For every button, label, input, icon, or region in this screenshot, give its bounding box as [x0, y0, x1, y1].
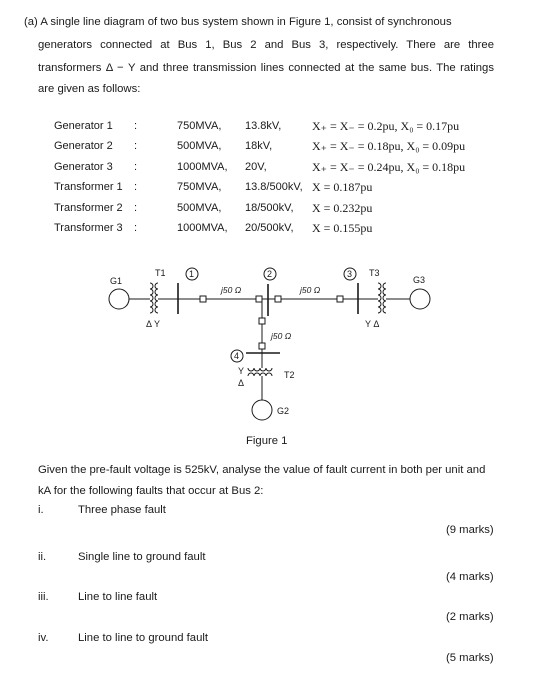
- transformer-t3-secondary: [383, 283, 386, 313]
- part-text: Line to line fault: [78, 591, 158, 603]
- t3-label: T3: [369, 268, 380, 278]
- rating-colon: :: [134, 161, 138, 173]
- rating-name: Transformer 2: [54, 202, 123, 214]
- question-line-2: kA for the following faults that occur at Bus 2:: [38, 485, 264, 497]
- figure-caption: Figure 1: [246, 435, 288, 447]
- transformer-t2-primary: [248, 368, 272, 371]
- rating-kv: 20V,: [245, 161, 267, 173]
- breaker: [275, 296, 281, 302]
- rating-colon: :: [134, 202, 138, 214]
- rating-params: X₊ = X₋ = 0.2pu, X₀ = 0.17pu: [312, 119, 460, 133]
- t1-label: T1: [155, 268, 166, 278]
- bus-3-number: 3: [347, 269, 353, 279]
- part-number: ii.: [38, 551, 47, 563]
- rating-mva: 1000MVA,: [177, 222, 228, 234]
- rating-name: Generator 2: [54, 140, 113, 152]
- part-marks: (2 marks): [446, 611, 494, 623]
- rating-mva: 1000MVA,: [177, 161, 228, 173]
- part-text: Line to line to ground fault: [78, 632, 209, 644]
- part-text: Three phase fault: [78, 504, 166, 516]
- intro-line-4: are given as follows:: [38, 83, 141, 95]
- rating-mva: 750MVA,: [177, 181, 222, 193]
- line-2-4-impedance: j50 Ω: [271, 331, 292, 341]
- rating-params: X = 0.155pu: [312, 221, 373, 235]
- generator-g1-symbol: [109, 289, 129, 309]
- rating-name: Generator 3: [54, 161, 113, 173]
- g2-label: G2: [277, 406, 290, 416]
- generator-g3-symbol: [410, 289, 430, 309]
- bus-2-number: 2: [267, 269, 273, 279]
- part-number: iv.: [38, 632, 49, 644]
- rating-kv: 20/500kV,: [245, 222, 294, 234]
- g1-label: G1: [110, 276, 123, 286]
- rating-colon: :: [134, 120, 138, 132]
- rating-kv: 18kV,: [245, 140, 273, 152]
- rating-kv: 13.8/500kV,: [245, 181, 303, 193]
- rating-name: Transformer 1: [54, 181, 123, 193]
- rating-params: X₊ = X₋ = 0.18pu, X₀ = 0.09pu: [312, 139, 466, 153]
- transformer-t1-primary: [150, 283, 153, 313]
- intro-line-2: generators connected at Bus 1, Bus 2 and Bus 3, respectively. There are three: [38, 39, 494, 51]
- line-1-2-impedance: j50 Ω: [221, 285, 242, 295]
- intro-line-1: (a) A single line diagram of two bus system shown in Figure 1, consist of synchronous: [24, 16, 452, 28]
- rating-params: X₊ = X₋ = 0.24pu, X₀ = 0.18pu: [312, 160, 466, 174]
- rating-name: Transformer 3: [54, 222, 123, 234]
- generator-g2-symbol: [252, 400, 272, 420]
- t1-connection: Δ Y: [146, 319, 161, 329]
- rating-name: Generator 1: [54, 120, 113, 132]
- rating-mva: 750MVA,: [177, 120, 222, 132]
- bus-1-number: 1: [189, 269, 195, 279]
- intro-line-3: transformers Δ − Y and three transmission lines connected at the same bus. The ratings: [38, 62, 494, 74]
- question-line-1: Given the pre-fault voltage is 525kV, analyse the value of fault current in both per unit and: [38, 464, 486, 476]
- part-marks: (4 marks): [446, 571, 494, 583]
- transformer-t2-secondary: [248, 373, 272, 376]
- rating-mva: 500MVA,: [177, 202, 222, 214]
- part-number: iii.: [38, 591, 49, 603]
- part-marks: (5 marks): [446, 652, 494, 664]
- transformer-t1-secondary: [155, 283, 158, 313]
- t2-label: T2: [284, 370, 295, 380]
- rating-colon: :: [134, 222, 138, 234]
- t2-delta: Δ: [238, 378, 245, 388]
- transformer-t3-primary: [378, 283, 381, 313]
- breaker: [259, 343, 265, 349]
- breaker: [256, 296, 262, 302]
- rating-colon: :: [134, 181, 138, 193]
- rating-colon: :: [134, 140, 138, 152]
- g3-label: G3: [413, 275, 426, 285]
- breaker: [337, 296, 343, 302]
- part-text: Single line to ground fault: [78, 551, 206, 563]
- breaker: [200, 296, 206, 302]
- rating-params: X = 0.232pu: [312, 201, 373, 215]
- rating-kv: 13.8kV,: [245, 120, 282, 132]
- part-number: i.: [38, 504, 44, 516]
- bus-4-number: 4: [234, 351, 240, 361]
- part-marks: (9 marks): [446, 524, 494, 536]
- rating-mva: 500MVA,: [177, 140, 222, 152]
- rating-params: X = 0.187pu: [312, 180, 373, 194]
- rating-kv: 18/500kV,: [245, 202, 294, 214]
- t3-connection: Y Δ: [365, 319, 380, 329]
- line-2-3-impedance: j50 Ω: [300, 285, 321, 295]
- t2-wye: Y: [238, 366, 245, 376]
- breaker: [259, 318, 265, 324]
